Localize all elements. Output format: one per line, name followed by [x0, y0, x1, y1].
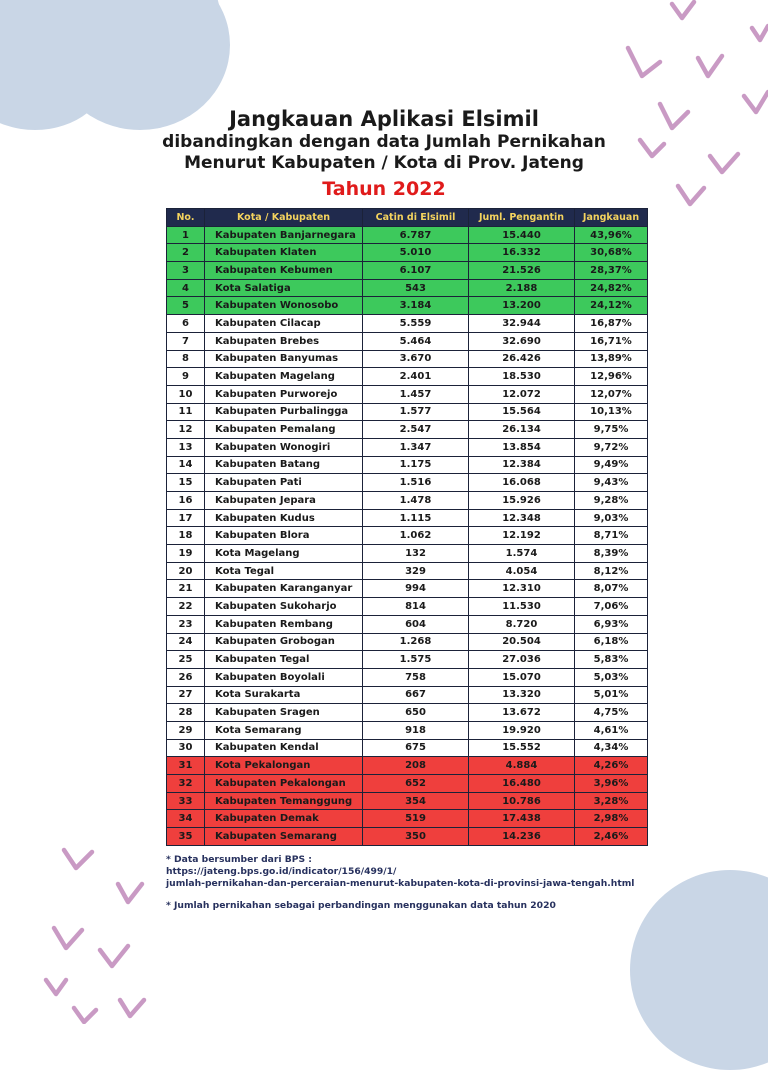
cell-catin: 1.478	[363, 492, 469, 510]
cell-jangkauan: 6,93%	[575, 615, 648, 633]
cell-jangkauan: 24,12%	[575, 297, 648, 315]
cell-pengantin: 12.072	[469, 385, 575, 403]
cell-no: 4	[167, 279, 205, 297]
cell-jangkauan: 9,43%	[575, 474, 648, 492]
table-row	[167, 368, 648, 386]
cell-jangkauan: 4,61%	[575, 721, 648, 739]
cell-no: 32	[167, 775, 205, 793]
cell-catin: 1.577	[363, 403, 469, 421]
cell-city: Kabupaten Brebes	[205, 332, 363, 350]
cell-jangkauan: 16,71%	[575, 332, 648, 350]
cell-jangkauan: 3,96%	[575, 775, 648, 793]
cell-no: 26	[167, 668, 205, 686]
cell-jangkauan: 13,89%	[575, 350, 648, 368]
cell-city: Kabupaten Rembang	[205, 615, 363, 633]
table-row	[167, 686, 648, 704]
table-row	[167, 598, 648, 616]
cell-city: Kota Salatiga	[205, 279, 363, 297]
cell-pengantin: 13.672	[469, 704, 575, 722]
cell-city: Kota Magelang	[205, 545, 363, 563]
cell-jangkauan: 12,07%	[575, 385, 648, 403]
cell-catin: 994	[363, 580, 469, 598]
cell-jangkauan: 4,75%	[575, 704, 648, 722]
cell-no: 2	[167, 244, 205, 262]
cell-catin: 1.347	[363, 438, 469, 456]
cell-catin: 6.107	[363, 262, 469, 280]
cell-city: Kabupaten Banjarnegara	[205, 226, 363, 244]
cell-city: Kabupaten Purworejo	[205, 385, 363, 403]
cell-pengantin: 15.564	[469, 403, 575, 421]
cell-pengantin: 26.134	[469, 421, 575, 439]
table-row	[167, 775, 648, 793]
cell-no: 10	[167, 385, 205, 403]
cell-pengantin: 14.236	[469, 828, 575, 846]
table-row	[167, 332, 648, 350]
cell-no: 18	[167, 527, 205, 545]
header-pengantin: Juml. Pengantin	[469, 209, 575, 227]
source-url-line-1: https://jateng.bps.go.id/indicator/156/499/1/	[166, 866, 397, 877]
cell-no: 21	[167, 580, 205, 598]
table-row	[167, 810, 648, 828]
cell-catin: 1.268	[363, 633, 469, 651]
cell-catin: 1.516	[363, 474, 469, 492]
header-catin: Catin di Elsimil	[363, 209, 469, 227]
cell-pengantin: 16.068	[469, 474, 575, 492]
table-row	[167, 509, 648, 527]
table-row	[167, 527, 648, 545]
cell-jangkauan: 28,37%	[575, 262, 648, 280]
table-row	[167, 403, 648, 421]
cell-no: 7	[167, 332, 205, 350]
cell-city: Kabupaten Jepara	[205, 492, 363, 510]
cell-no: 28	[167, 704, 205, 722]
cell-pengantin: 10.786	[469, 792, 575, 810]
cell-pengantin: 15.070	[469, 668, 575, 686]
cell-pengantin: 17.438	[469, 810, 575, 828]
table-row	[167, 668, 648, 686]
checkmark-decoration-icon	[46, 980, 66, 994]
cell-catin: 6.787	[363, 226, 469, 244]
table-row	[167, 262, 648, 280]
cell-no: 5	[167, 297, 205, 315]
cell-jangkauan: 8,12%	[575, 562, 648, 580]
cell-city: Kabupaten Pekalongan	[205, 775, 363, 793]
cell-no: 22	[167, 598, 205, 616]
cell-jangkauan: 2,98%	[575, 810, 648, 828]
cell-jangkauan: 4,34%	[575, 739, 648, 757]
cell-catin: 329	[363, 562, 469, 580]
cell-jangkauan: 8,71%	[575, 527, 648, 545]
cell-pengantin: 11.530	[469, 598, 575, 616]
table-row	[167, 651, 648, 669]
cell-no: 3	[167, 262, 205, 280]
cell-catin: 604	[363, 615, 469, 633]
cell-pengantin: 1.574	[469, 545, 575, 563]
cell-city: Kabupaten Demak	[205, 810, 363, 828]
table-row	[167, 757, 648, 775]
cell-pengantin: 16.480	[469, 775, 575, 793]
cell-catin: 519	[363, 810, 469, 828]
cell-no: 34	[167, 810, 205, 828]
cell-no: 35	[167, 828, 205, 846]
cell-catin: 1.575	[363, 651, 469, 669]
cell-jangkauan: 2,46%	[575, 828, 648, 846]
checkmark-decoration-icon	[672, 2, 694, 18]
page-title: Jangkauan Aplikasi Elsimil	[229, 107, 539, 131]
cell-no: 6	[167, 315, 205, 333]
cell-catin: 667	[363, 686, 469, 704]
cell-city: Kota Surakarta	[205, 686, 363, 704]
cell-city: Kabupaten Semarang	[205, 828, 363, 846]
table-row	[167, 421, 648, 439]
cell-no: 30	[167, 739, 205, 757]
cell-pengantin: 12.310	[469, 580, 575, 598]
cell-jangkauan: 3,28%	[575, 792, 648, 810]
cell-jangkauan: 8,39%	[575, 545, 648, 563]
cell-no: 31	[167, 757, 205, 775]
cell-catin: 1.175	[363, 456, 469, 474]
header-no: No.	[167, 209, 205, 227]
table-row	[167, 474, 648, 492]
cell-pengantin: 13.854	[469, 438, 575, 456]
cell-catin: 5.559	[363, 315, 469, 333]
cell-no: 17	[167, 509, 205, 527]
cell-no: 25	[167, 651, 205, 669]
cell-pengantin: 13.200	[469, 297, 575, 315]
cell-city: Kabupaten Pemalang	[205, 421, 363, 439]
cell-catin: 5.464	[363, 332, 469, 350]
table-row	[167, 456, 648, 474]
cell-pengantin: 20.504	[469, 633, 575, 651]
cell-pengantin: 12.384	[469, 456, 575, 474]
header-jangkauan: Jangkauan	[575, 209, 648, 227]
cell-no: 8	[167, 350, 205, 368]
checkmark-decoration-icon	[628, 48, 660, 76]
source-label: * Data bersumber dari BPS :	[166, 854, 312, 865]
checkmark-decoration-icon	[118, 884, 142, 902]
table-row	[167, 828, 648, 846]
cell-no: 19	[167, 545, 205, 563]
cell-catin: 1.062	[363, 527, 469, 545]
cell-catin: 2.547	[363, 421, 469, 439]
table-row	[167, 244, 648, 262]
cell-jangkauan: 16,87%	[575, 315, 648, 333]
cell-city: Kabupaten Purbalingga	[205, 403, 363, 421]
table-row	[167, 279, 648, 297]
header-city: Kota / Kabupaten	[205, 209, 363, 227]
cell-no: 13	[167, 438, 205, 456]
checkmark-decoration-icon	[100, 946, 128, 966]
cell-city: Kota Semarang	[205, 721, 363, 739]
cell-no: 23	[167, 615, 205, 633]
cell-pengantin: 4.884	[469, 757, 575, 775]
cell-catin: 543	[363, 279, 469, 297]
cell-city: Kabupaten Kebumen	[205, 262, 363, 280]
cell-jangkauan: 6,18%	[575, 633, 648, 651]
cell-jangkauan: 43,96%	[575, 226, 648, 244]
table-body	[167, 226, 648, 845]
cell-city: Kabupaten Banyumas	[205, 350, 363, 368]
cell-catin: 5.010	[363, 244, 469, 262]
cell-catin: 1.457	[363, 385, 469, 403]
cell-catin: 350	[363, 828, 469, 846]
cell-jangkauan: 9,28%	[575, 492, 648, 510]
cell-catin: 2.401	[363, 368, 469, 386]
reach-table	[166, 208, 648, 846]
table-row	[167, 545, 648, 563]
cell-pengantin: 19.920	[469, 721, 575, 739]
table-row	[167, 226, 648, 244]
cell-pengantin: 18.530	[469, 368, 575, 386]
cell-jangkauan: 9,75%	[575, 421, 648, 439]
table-row	[167, 492, 648, 510]
cell-catin: 208	[363, 757, 469, 775]
cell-catin: 814	[363, 598, 469, 616]
cell-pengantin: 27.036	[469, 651, 575, 669]
cell-city: Kabupaten Magelang	[205, 368, 363, 386]
cell-pengantin: 8.720	[469, 615, 575, 633]
cell-city: Kabupaten Batang	[205, 456, 363, 474]
cell-pengantin: 32.690	[469, 332, 575, 350]
cell-catin: 3.670	[363, 350, 469, 368]
cell-city: Kabupaten Wonosobo	[205, 297, 363, 315]
cell-city: Kabupaten Klaten	[205, 244, 363, 262]
page-subtitle-line-2: Menurut Kabupaten / Kota di Prov. Jateng	[184, 153, 584, 173]
cell-pengantin: 2.188	[469, 279, 575, 297]
cell-city: Kabupaten Karanganyar	[205, 580, 363, 598]
cell-city: Kabupaten Tegal	[205, 651, 363, 669]
cell-city: Kabupaten Wonogiri	[205, 438, 363, 456]
cell-jangkauan: 9,03%	[575, 509, 648, 527]
cell-catin: 132	[363, 545, 469, 563]
table-row	[167, 633, 648, 651]
cell-jangkauan: 9,49%	[575, 456, 648, 474]
cell-city: Kabupaten Blora	[205, 527, 363, 545]
cell-pengantin: 15.552	[469, 739, 575, 757]
table-row	[167, 385, 648, 403]
cell-jangkauan: 9,72%	[575, 438, 648, 456]
cell-no: 1	[167, 226, 205, 244]
cell-city: Kabupaten Sragen	[205, 704, 363, 722]
cell-no: 24	[167, 633, 205, 651]
checkmark-decoration-icon	[74, 1008, 96, 1022]
cell-no: 9	[167, 368, 205, 386]
cell-city: Kabupaten Boyolali	[205, 668, 363, 686]
title-block	[0, 106, 768, 202]
cell-no: 16	[167, 492, 205, 510]
cell-no: 14	[167, 456, 205, 474]
cell-city: Kota Tegal	[205, 562, 363, 580]
cell-catin: 650	[363, 704, 469, 722]
cell-jangkauan: 5,03%	[575, 668, 648, 686]
source-url-line-2: jumlah-pernikahan-dan-perceraian-menurut-kabupaten-kota-di-provinsi-jawa-tengah.html	[166, 878, 635, 889]
cell-pengantin: 16.332	[469, 244, 575, 262]
cell-catin: 758	[363, 668, 469, 686]
cell-no: 15	[167, 474, 205, 492]
table-row	[167, 350, 648, 368]
cell-pengantin: 21.526	[469, 262, 575, 280]
checkmark-decoration-icon	[64, 850, 92, 868]
cell-jangkauan: 5,83%	[575, 651, 648, 669]
checkmark-decoration-icon	[54, 928, 82, 948]
cell-no: 11	[167, 403, 205, 421]
table-row	[167, 580, 648, 598]
cell-catin: 354	[363, 792, 469, 810]
table-row	[167, 721, 648, 739]
notes	[166, 854, 666, 912]
cell-pengantin: 32.944	[469, 315, 575, 333]
cell-catin: 675	[363, 739, 469, 757]
table-header-row	[167, 209, 648, 227]
cell-jangkauan: 7,06%	[575, 598, 648, 616]
cell-jangkauan: 12,96%	[575, 368, 648, 386]
comparison-note: * Jumlah pernikahan sebagai perbandingan menggunakan data tahun 2020	[166, 900, 556, 911]
cell-city: Kabupaten Grobogan	[205, 633, 363, 651]
table-row	[167, 438, 648, 456]
cell-pengantin: 26.426	[469, 350, 575, 368]
cell-pengantin: 4.054	[469, 562, 575, 580]
checkmark-decoration-icon	[752, 26, 768, 40]
cell-city: Kabupaten Temanggung	[205, 792, 363, 810]
cell-no: 12	[167, 421, 205, 439]
page-subtitle-line-1: dibandingkan dengan data Jumlah Pernikahan	[162, 132, 606, 152]
cell-jangkauan: 30,68%	[575, 244, 648, 262]
cell-city: Kota Pekalongan	[205, 757, 363, 775]
checkmark-decoration-icon	[120, 1000, 144, 1016]
table-row	[167, 739, 648, 757]
checkmark-decoration-icon	[698, 56, 722, 76]
cell-catin: 652	[363, 775, 469, 793]
cell-city: Kabupaten Cilacap	[205, 315, 363, 333]
cell-city: Kabupaten Kendal	[205, 739, 363, 757]
table-row	[167, 704, 648, 722]
cell-no: 27	[167, 686, 205, 704]
cell-jangkauan: 24,82%	[575, 279, 648, 297]
cell-city: Kabupaten Kudus	[205, 509, 363, 527]
table-row	[167, 615, 648, 633]
cell-no: 29	[167, 721, 205, 739]
cell-jangkauan: 10,13%	[575, 403, 648, 421]
cell-no: 20	[167, 562, 205, 580]
cell-city: Kabupaten Pati	[205, 474, 363, 492]
cell-pengantin: 15.926	[469, 492, 575, 510]
cell-catin: 918	[363, 721, 469, 739]
table-row	[167, 315, 648, 333]
table-row	[167, 297, 648, 315]
year-label: Tahun 2022	[322, 178, 446, 200]
table-row	[167, 562, 648, 580]
cell-jangkauan: 4,26%	[575, 757, 648, 775]
cell-catin: 1.115	[363, 509, 469, 527]
cell-jangkauan: 8,07%	[575, 580, 648, 598]
cell-pengantin: 12.348	[469, 509, 575, 527]
table-row	[167, 792, 648, 810]
cell-catin: 3.184	[363, 297, 469, 315]
cell-pengantin: 13.320	[469, 686, 575, 704]
cell-pengantin: 15.440	[469, 226, 575, 244]
cell-no: 33	[167, 792, 205, 810]
cell-pengantin: 12.192	[469, 527, 575, 545]
cell-jangkauan: 5,01%	[575, 686, 648, 704]
cell-city: Kabupaten Sukoharjo	[205, 598, 363, 616]
